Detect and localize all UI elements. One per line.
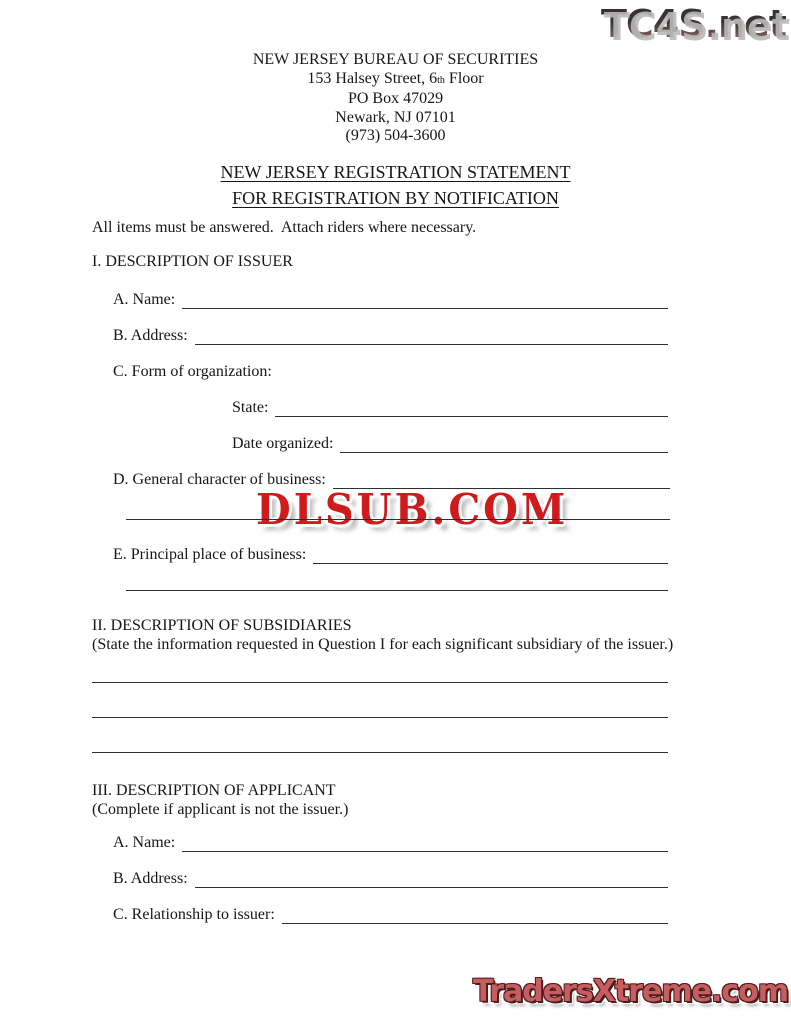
instructions-text: All items must be answered. Attach riders where necessary. [92,219,477,236]
applicant-address-label: B. Address: [113,870,188,887]
address-street: 153 Halsey Street, 6 [307,69,438,87]
applicant-address-field [113,869,668,889]
applicant-relationship-field [113,905,668,925]
tc4s-watermark: TC4S.net [600,2,786,46]
issuer-general-character-continuation-line [126,519,670,520]
tradersxtreme-watermark: TradersXtreme.com [473,974,788,1009]
issuer-date-organized-field [232,434,668,454]
subsidiaries-blank-line-3 [92,752,668,753]
applicant-name-blank-line [182,833,668,852]
section-i-heading: I. DESCRIPTION OF ISSUER [92,253,293,270]
address-floor: Floor [444,69,484,87]
applicant-name-field [113,833,668,853]
issuer-name-blank-line [182,290,668,309]
subsidiaries-blank-line-2 [92,717,668,718]
section-iii-note: (Complete if applicant is not the issuer.) [92,801,349,818]
form-title-line1: NEW JERSEY REGISTRATION STATEMENT [220,162,571,182]
letterhead-org-name: NEW JERSEY BUREAU OF SECURITIES [252,51,539,68]
section-iii-heading: III. DESCRIPTION OF APPLICANT [92,782,336,799]
issuer-state-field [232,398,668,418]
issuer-date-organized-label: Date organized: [232,435,334,452]
issuer-name-label: A. Name: [113,291,176,308]
form-title [0,159,791,211]
issuer-principal-place-continuation-line [126,590,668,591]
issuer-general-character-blank-line [333,470,670,489]
applicant-name-label: A. Name: [113,834,176,851]
applicant-address-blank-line [195,869,668,888]
section-ii-heading: II. DESCRIPTION OF SUBSIDIARIES [92,617,352,634]
issuer-form-of-org-label: C. Form of organization: [113,363,272,380]
issuer-name-field [113,290,668,310]
address-ordinal: th [437,74,445,86]
letterhead-address-line1 [0,70,791,91]
issuer-state-blank-line [275,398,668,417]
issuer-principal-place-blank-line [313,545,668,564]
issuer-address-label: B. Address: [113,327,188,344]
issuer-address-blank-line [195,326,668,345]
issuer-general-character-label: D. General character of business: [113,471,326,488]
dlsub-watermark: DLSUB.COM [256,484,569,535]
applicant-relationship-blank-line [282,905,668,924]
letterhead-address-line3: Newark, NJ 07101 [335,108,456,126]
issuer-principal-place-label: E. Principal place of business: [113,546,307,563]
issuer-address-field [113,326,668,346]
letterhead-phone: (973) 504-3600 [345,127,446,144]
applicant-relationship-label: C. Relationship to issuer: [113,906,275,923]
issuer-date-organized-blank-line [340,434,668,453]
issuer-state-label: State: [232,399,269,416]
letterhead [0,51,791,146]
issuer-principal-place-field [113,545,668,565]
letterhead-address-line2: PO Box 47029 [347,90,444,107]
form-title-line2: FOR REGISTRATION BY NOTIFICATION [232,188,559,208]
section-ii-note: (State the information requested in Question I for each significant subsidiary of the issuer.) [92,636,674,653]
subsidiaries-blank-line-1 [92,682,668,683]
issuer-general-character-field [113,470,670,490]
